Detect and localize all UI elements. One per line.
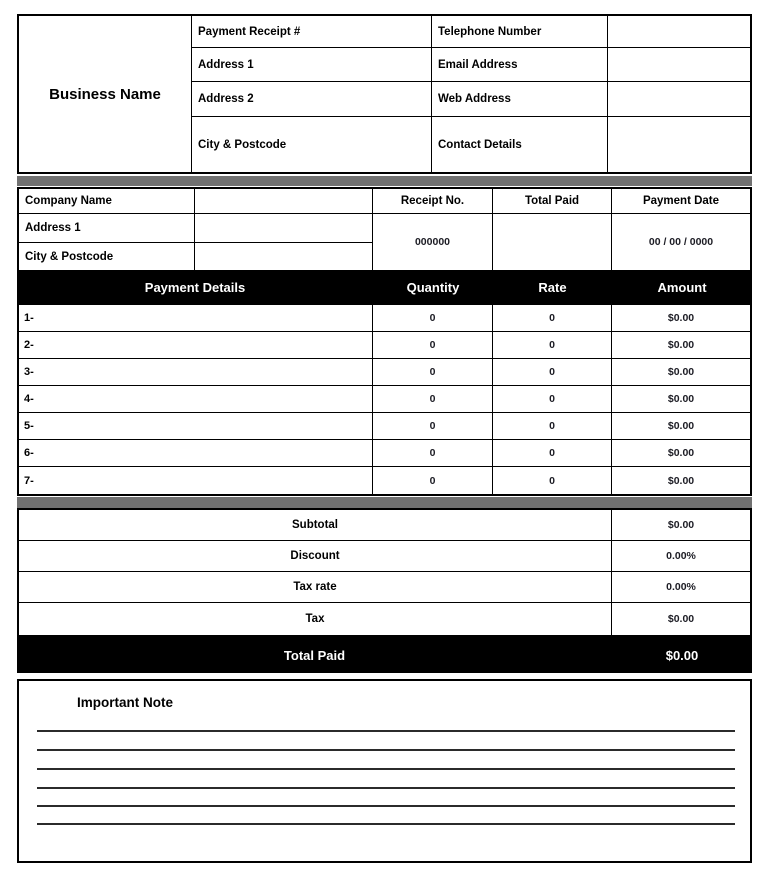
row-rate[interactable]: 0 [493, 305, 612, 332]
business-name: Business Name [19, 16, 192, 173]
important-note-box [17, 679, 752, 863]
email-address-field[interactable] [608, 48, 750, 82]
company-info-table [17, 187, 752, 272]
label-city-postcode: City & Postcode [192, 117, 432, 173]
row-amount: $0.00 [612, 305, 750, 332]
row-quantity[interactable]: 0 [373, 359, 493, 386]
row-rate[interactable]: 0 [493, 440, 612, 467]
label-payment-receipt-number: Payment Receipt # [192, 16, 432, 48]
label-customer-address-1: Address 1 [19, 214, 195, 243]
gray-divider-top [17, 176, 752, 186]
note-line[interactable] [37, 787, 735, 789]
row-description[interactable]: 7- [19, 467, 373, 494]
details-header-description: Payment Details [144, 280, 246, 295]
label-address-2: Address 2 [192, 82, 432, 117]
receipt-no-header: Receipt No. [373, 189, 493, 214]
company-name-field[interactable] [195, 189, 373, 214]
total-paid-field[interactable] [493, 214, 612, 270]
tax-label: Tax [19, 603, 612, 635]
row-rate[interactable]: 0 [493, 413, 612, 440]
total-paid-bar [17, 637, 752, 673]
label-customer-city-postcode: City & Postcode [19, 243, 195, 270]
row-amount: $0.00 [612, 440, 750, 467]
payment-date-header: Payment Date [612, 189, 750, 214]
row-description[interactable]: 3- [19, 359, 373, 386]
row-quantity[interactable]: 0 [373, 386, 493, 413]
row-rate[interactable]: 0 [493, 359, 612, 386]
customer-address-1-field[interactable] [195, 214, 373, 243]
details-header-rate: Rate [538, 280, 567, 295]
payment-date-field[interactable]: 00 / 00 / 0000 [648, 236, 714, 248]
row-amount: $0.00 [667, 474, 695, 487]
label-telephone-number: Telephone Number [432, 16, 608, 48]
note-line[interactable] [37, 749, 735, 751]
row-quantity[interactable]: 0 [373, 440, 493, 467]
note-line[interactable] [37, 768, 735, 770]
receipt-no-field[interactable]: 000000 [373, 214, 493, 270]
discount-label: Discount [19, 541, 612, 572]
row-quantity[interactable]: 0 [373, 413, 493, 440]
contact-details-field[interactable] [608, 117, 750, 173]
details-header-quantity: Quantity [406, 280, 460, 295]
payment-rows-table [17, 303, 752, 496]
discount-value[interactable]: 0.00% [612, 541, 750, 572]
tax-value: $0.00 [667, 613, 695, 625]
tax-rate-value[interactable]: 0.00% [612, 572, 750, 603]
details-header-amount: Amount [657, 280, 707, 295]
subtotal-value: $0.00 [612, 510, 750, 541]
row-amount: $0.00 [612, 359, 750, 386]
total-paid-bar-label: Total Paid [283, 647, 346, 663]
business-header-table [17, 14, 752, 174]
web-address-field[interactable] [608, 82, 750, 117]
row-description[interactable]: 2- [19, 332, 373, 359]
label-address-1: Address 1 [192, 48, 432, 82]
label-email-address: Email Address [432, 48, 608, 82]
row-description[interactable]: 5- [19, 413, 373, 440]
label-web-address: Web Address [432, 82, 608, 117]
note-line[interactable] [37, 805, 735, 807]
row-rate[interactable]: 0 [493, 332, 612, 359]
row-quantity[interactable]: 0 [373, 467, 493, 494]
row-quantity[interactable]: 0 [373, 332, 493, 359]
total-paid-header: Total Paid [493, 189, 612, 214]
row-description[interactable]: 4- [19, 386, 373, 413]
tax-rate-label: Tax rate [19, 572, 612, 603]
label-contact-details: Contact Details [432, 117, 608, 173]
important-note-title: Important Note [77, 695, 173, 710]
label-company-name: Company Name [19, 189, 195, 214]
gray-divider-bottom [17, 497, 752, 508]
row-rate[interactable]: 0 [493, 386, 612, 413]
total-paid-bar-value: $0.00 [665, 647, 699, 663]
row-rate[interactable]: 0 [493, 467, 612, 494]
row-amount: $0.00 [612, 386, 750, 413]
telephone-number-field[interactable] [608, 16, 750, 48]
row-description[interactable]: 1- [19, 305, 373, 332]
customer-city-postcode-field[interactable] [195, 243, 373, 270]
row-quantity[interactable]: 0 [373, 305, 493, 332]
row-amount: $0.00 [612, 332, 750, 359]
details-header-bar [17, 272, 752, 303]
note-line[interactable] [37, 823, 735, 825]
subtotal-label: Subtotal [19, 510, 612, 541]
totals-table [17, 508, 752, 637]
row-description[interactable]: 6- [19, 440, 373, 467]
note-line[interactable] [37, 730, 735, 732]
row-amount: $0.00 [612, 413, 750, 440]
